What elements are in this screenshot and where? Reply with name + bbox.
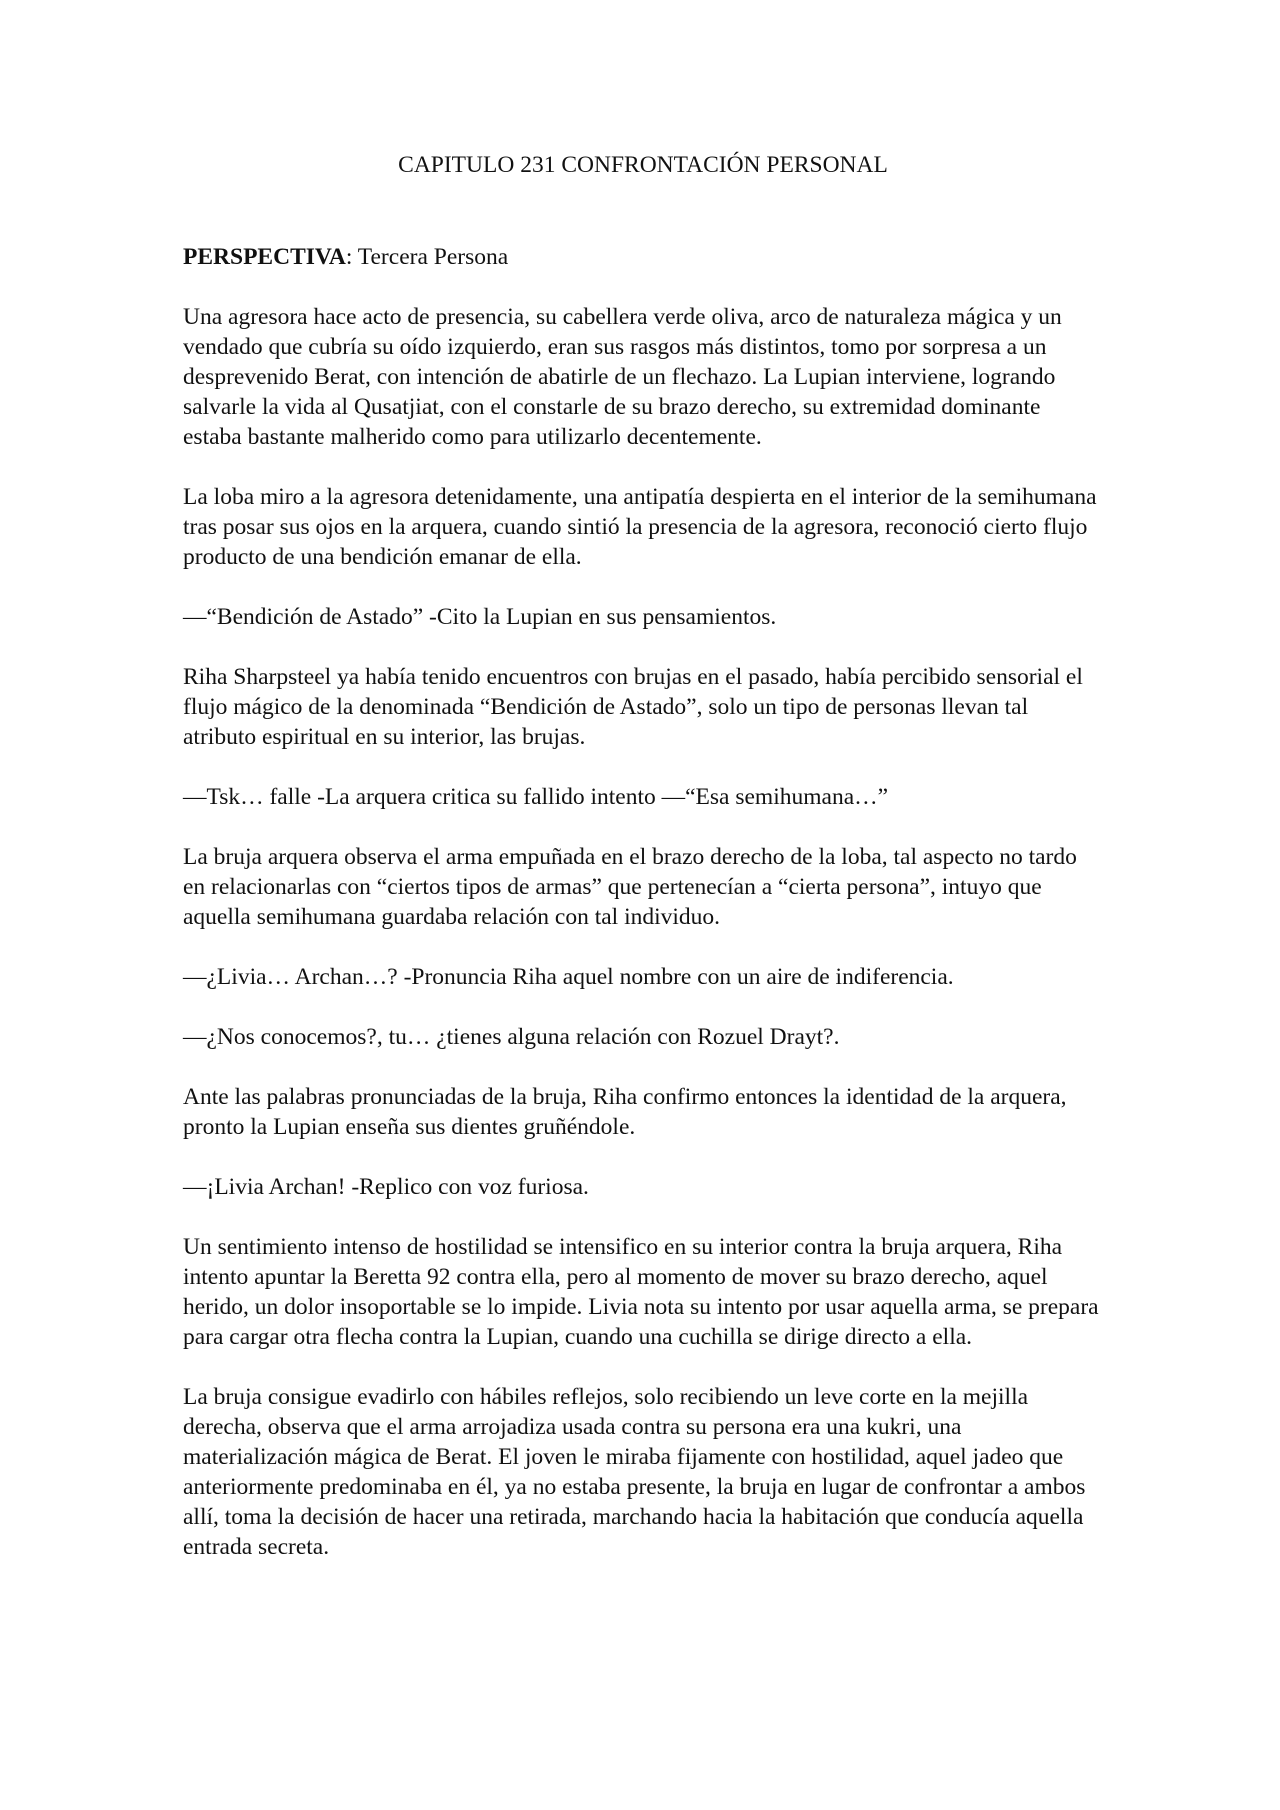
chapter-title: CAPITULO 231 CONFRONTACIÓN PERSONAL: [398, 152, 888, 178]
dialogue-line: —“Bendición de Astado” -Cito la Lupian en sus pensamientos.: [183, 604, 777, 630]
document-page: [183, 150, 1103, 1592]
perspective-value: : Tercera Persona: [345, 244, 509, 270]
paragraph: Riha Sharpsteel ya había tenido encuentros con brujas en el pasado, había percibido sensorial el flujo mágico de la denominada “Bendición de Astado”, solo un tipo de personas llevan tal atributo espiritual en su interior, las brujas.: [183, 664, 1083, 750]
paragraph: Un sentimiento intenso de hostilidad se intensifico en su interior contra la bruja arquera, Riha intento apuntar la Beretta 92 contra ella, pero al momento de mover su brazo derecho, aquel herido, un dolor insoportable se lo impide. Livia nota su intento por usar aquella arma, se prepara para cargar otra flecha contra la Lupian, cuando una cuchilla se dirige directo a ella.: [183, 1234, 1099, 1350]
paragraph: Una agresora hace acto de presencia, su cabellera verde oliva, arco de naturaleza mágica y un vendado que cubría su oído izquierdo, eran sus rasgos más distintos, tomo por sorpresa a un desprevenido Berat, con intención de abatirle de un flechazo. La Lupian interviene, logrando salvarle la vida al Qusatjiat, con el constarle de su brazo derecho, su extremidad dominante estaba bastante malherido como para utilizarlo decentemente.: [183, 304, 1062, 450]
perspective-label: PERSPECTIVA: [183, 244, 346, 270]
paragraph: La bruja consigue evadirlo con hábiles reflejos, solo recibiendo un leve corte en la mejilla derecha, observa que el arma arrojadiza usada contra su persona era una kukri, una materialización mágica de Berat. El joven le miraba fijamente con hostilidad, aquel jadeo que anteriormente predominaba en él, ya no estaba presente, la bruja en lugar de confrontar a ambos allí, toma la decisión de hacer una retirada, marchando hacia la habitación que conducía aquella entrada secreta.: [183, 1384, 1086, 1560]
paragraph: Ante las palabras pronunciadas de la bruja, Riha confirmo entonces la identidad de la arquera, pronto la Lupian enseña sus dientes gruñéndole.: [183, 1084, 1067, 1140]
paragraph: La loba miro a la agresora detenidamente, una antipatía despierta en el interior de la semihumana tras posar sus ojos en la arquera, cuando sintió la presencia de la agresora, reconoció cierto flujo producto de una bendición emanar de ella.: [183, 484, 1097, 570]
dialogue-line: —¡Livia Archan! -Replico con voz furiosa.: [183, 1174, 589, 1200]
paragraph: La bruja arquera observa el arma empuñada en el brazo derecho de la loba, tal aspecto no tardo en relacionarlas con “ciertos tipos de armas” que pertenecían a “cierta persona”, intuyo que aquella semihumana guardaba relación con tal individuo.: [183, 844, 1077, 930]
dialogue-line: —¿Nos conocemos?, tu… ¿tienes alguna relación con Rozuel Drayt?.: [183, 1024, 840, 1050]
perspective-line: [183, 242, 1103, 272]
dialogue-line: —Tsk… falle -La arquera critica su fallido intento —“Esa semihumana…”: [183, 784, 889, 810]
dialogue-line: —¿Livia… Archan…? -Pronuncia Riha aquel nombre con un aire de indiferencia.: [183, 964, 954, 990]
